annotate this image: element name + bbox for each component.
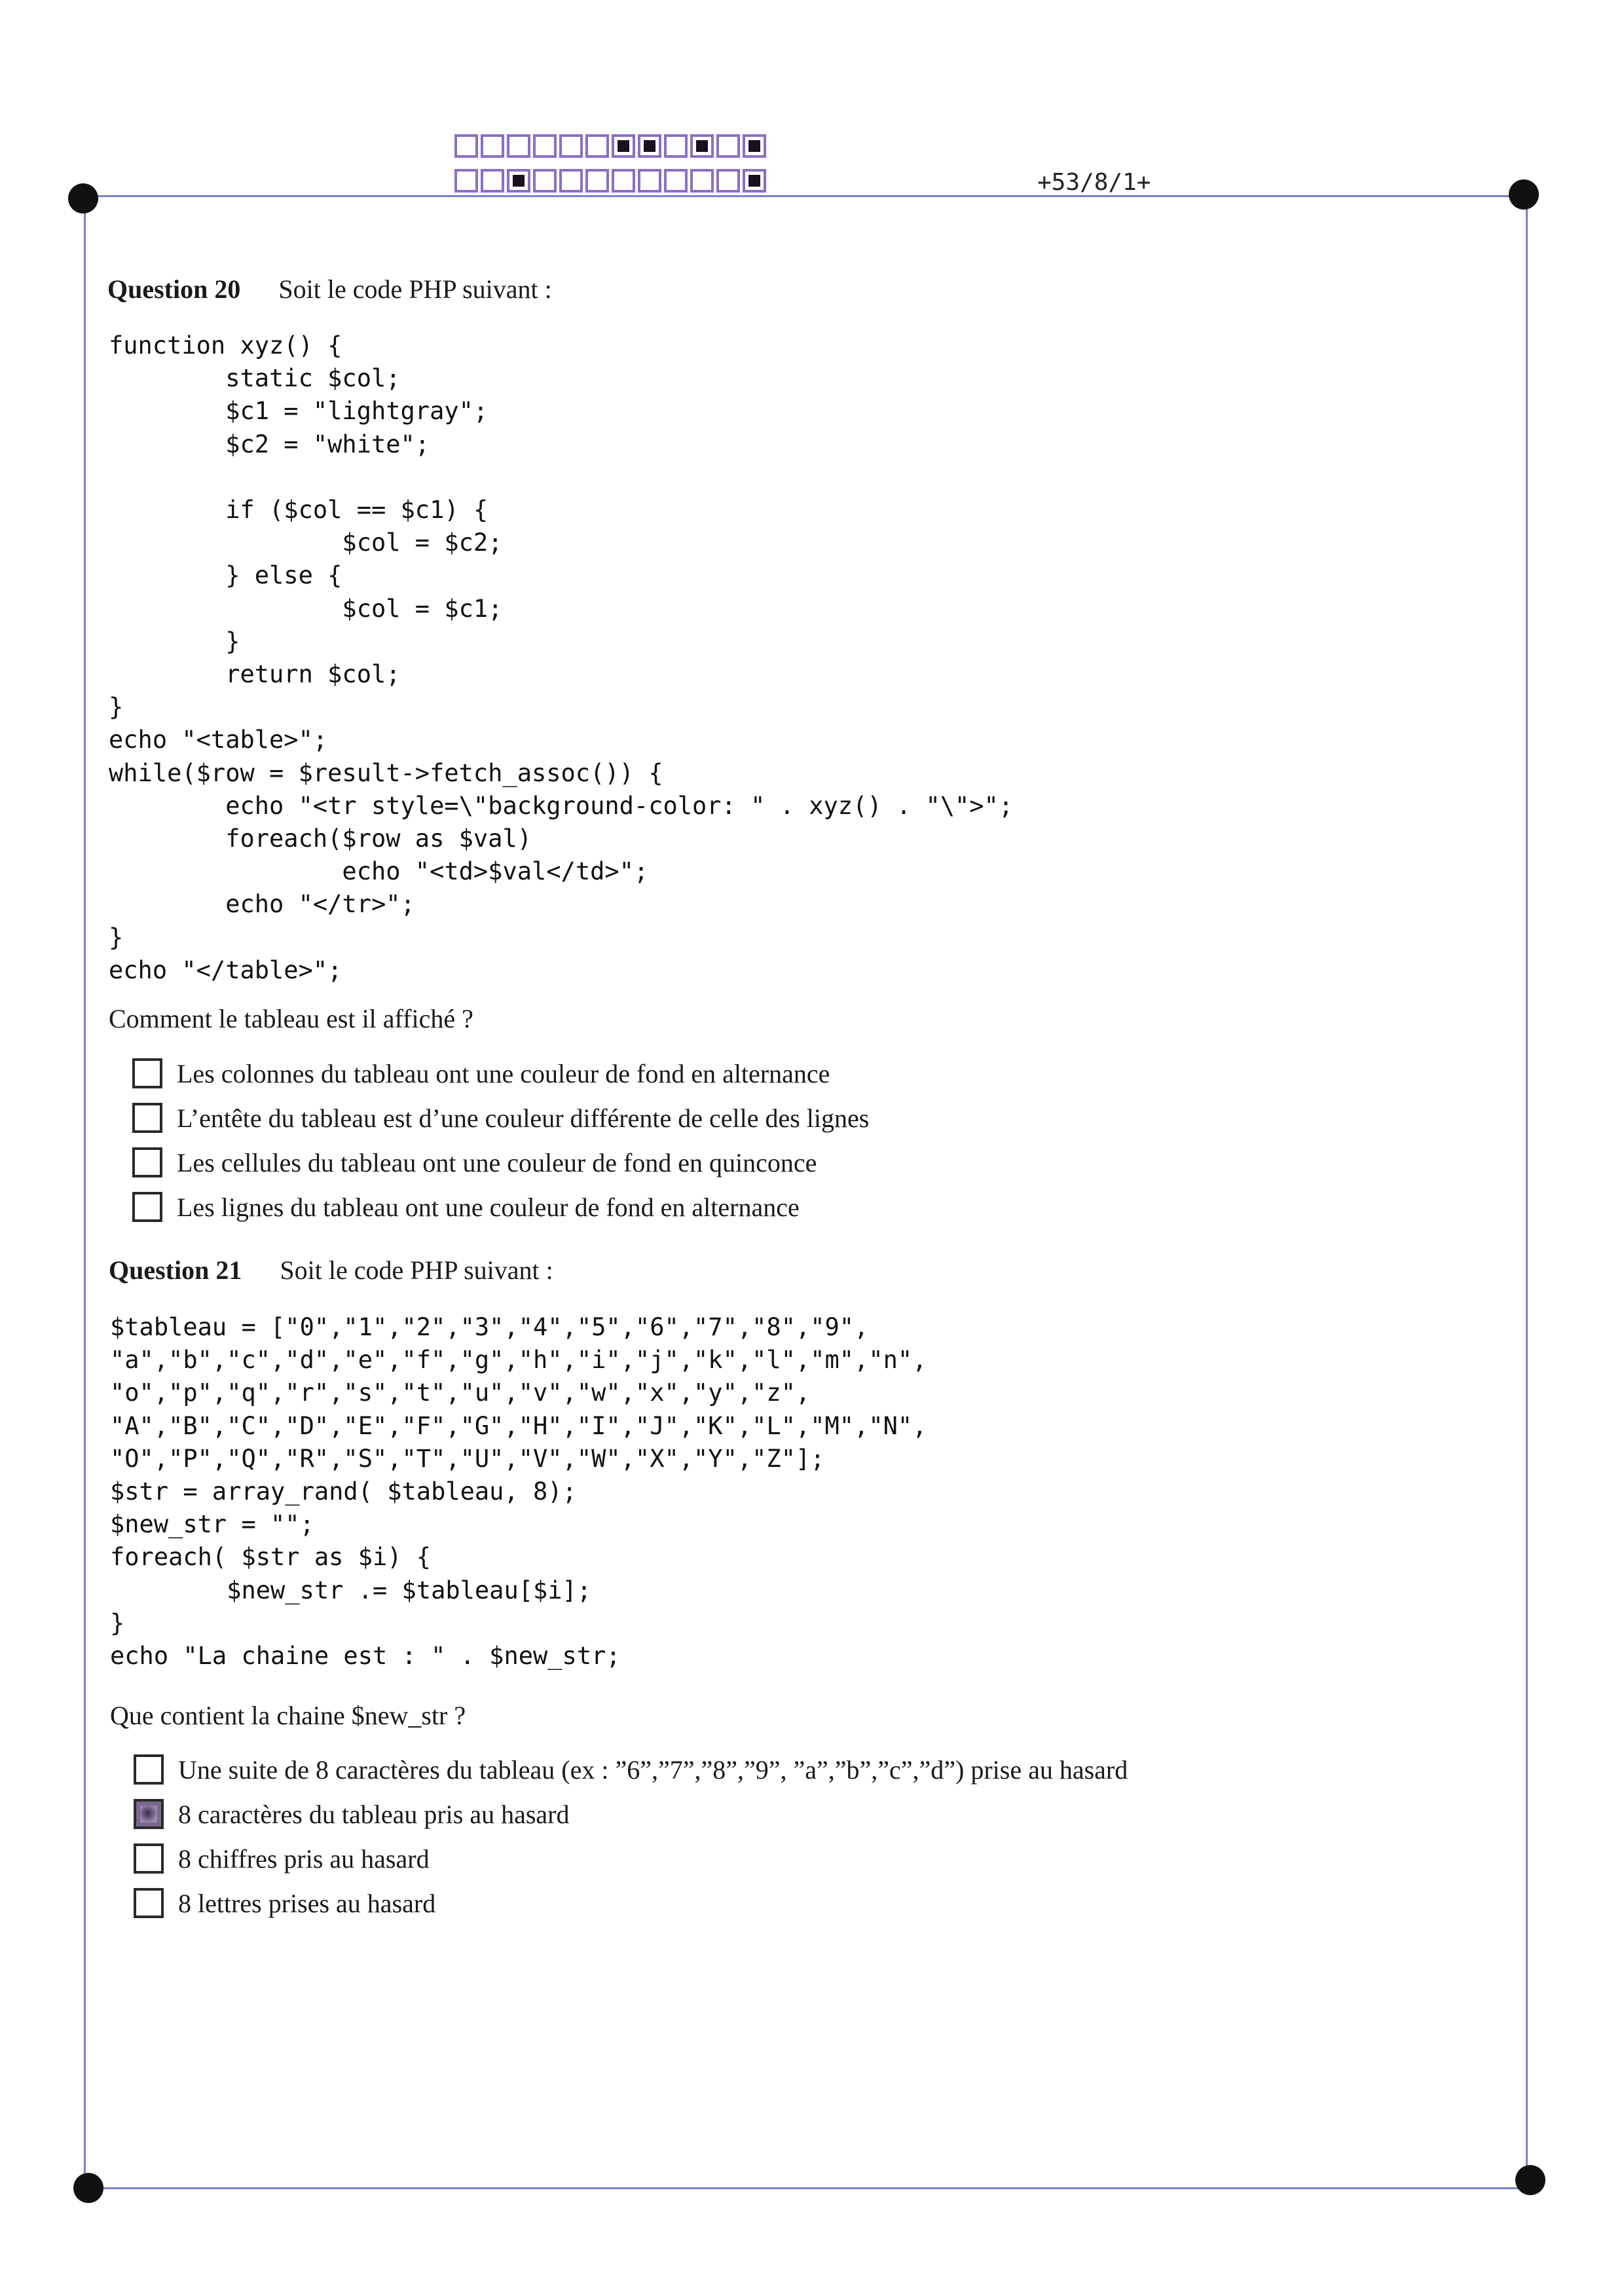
q20-answer-2-label: L’entête du tableau est d’une couleur différente de celle des lignes [177, 1103, 870, 1133]
id-code-cell [716, 134, 740, 158]
id-code-cell [585, 169, 609, 193]
q21-answer-2-checkbox-checked[interactable] [134, 1799, 164, 1829]
q21-answer-4-checkbox[interactable] [134, 1888, 164, 1918]
corner-marker-bottom-right [1515, 2165, 1545, 2195]
q20-answer-1 [132, 1051, 869, 1096]
frame-right [1526, 195, 1528, 2189]
id-code-cell [533, 169, 557, 193]
q21-answer-1-label: Une suite de 8 caractères du tableau (ex : ”6”,”7”,”8”,”9”, ”a”,”b”,”c”,”d”) prise au hasard [178, 1754, 1128, 1785]
id-code-row-1 [454, 134, 769, 158]
q21-answer-3 [134, 1836, 1128, 1881]
q20-answer-3-checkbox[interactable] [132, 1147, 162, 1177]
frame-left [84, 195, 86, 2189]
corner-marker-top-left [68, 183, 98, 213]
q21-answer-1 [134, 1747, 1128, 1792]
corner-marker-bottom-left [73, 2173, 103, 2203]
q21-code: $tableau = ["0","1","2","3","4","5","6","7","8","9", "a","b","c","d","e","f","g","h","i","j","k","l","m","n", "o","p","q","r","s","t","u","v","w","x","y","z", "A","B","C","D","E","F","G","H","I","J","K","L","M","N", "O","P","Q","R","S","T","U","V","W","X","Y","Z"]; $str = array_rand( $tableau, 8); $new_str = ""; foreach( $str as $i) { $new_str .= $tableau[$i]; } echo "La chaine est : " . $new_str; [110, 1313, 927, 1671]
page-id: +53/8/1+ [1037, 169, 1151, 196]
q21-answer-3-checkbox[interactable] [134, 1843, 164, 1874]
q21-answer-4 [134, 1881, 1128, 1925]
id-code-cell [481, 169, 504, 193]
q21-header [109, 1255, 553, 1286]
id-code-cell [664, 169, 688, 193]
id-code-cell [454, 134, 478, 158]
q20-answer-1-checkbox[interactable] [132, 1058, 162, 1088]
frame-top [84, 195, 1522, 197]
id-code-cell [507, 134, 530, 158]
q20-intro: Soit le code PHP suivant : [278, 274, 552, 304]
id-code-cell [690, 134, 714, 158]
id-code-cell [612, 134, 635, 158]
q20-answer-1-label: Les colonnes du tableau ont une couleur de fond en alternance [177, 1058, 830, 1088]
q20-answer-4 [132, 1185, 869, 1229]
id-code-cell [612, 169, 635, 193]
q21-answer-3-label: 8 chiffres pris au hasard [178, 1843, 430, 1874]
id-code-cell [743, 134, 766, 158]
id-code-cell [638, 134, 661, 158]
frame-bottom [89, 2187, 1536, 2189]
q21-question: Que contient la chaine $new_str ? [110, 1701, 466, 1730]
q21-answer-2-label: 8 caractères du tableau pris au hasard [178, 1799, 570, 1829]
id-code-cell [690, 169, 714, 193]
q21-number: Question 21 [109, 1255, 242, 1285]
id-code-cell [559, 134, 583, 158]
q20-answer-2-checkbox[interactable] [132, 1103, 162, 1133]
q21-answer-2 [134, 1792, 1128, 1836]
id-code-row-2 [454, 169, 769, 193]
q20-answers [132, 1051, 869, 1229]
q21-answers [134, 1747, 1128, 1925]
id-code-cell [507, 169, 530, 193]
id-code-cell [664, 134, 688, 158]
id-code-cell [585, 134, 609, 158]
q21-intro: Soit le code PHP suivant : [280, 1255, 553, 1285]
id-code-cell [716, 169, 740, 193]
q21-answer-1-checkbox[interactable] [134, 1754, 164, 1785]
q20-code: function xyz() { static $col; $c1 = "lightgray"; $c2 = "white"; if ($col == $c1) { $col = $c2; } else { $col = $c1; } return $col; } echo "<table>"; while($row = $result->fetch_assoc()) { echo "<tr style=\"background-color: " . xyz() . "\">"; foreach($row as $val) echo "<td>$val</td>"; echo "</tr>"; } echo "</table>"; [109, 331, 1014, 984]
q20-answer-2 [132, 1096, 869, 1140]
q20-answer-4-label: Les lignes du tableau ont une couleur de fond en alternance [177, 1192, 800, 1222]
id-code-cell [481, 134, 504, 158]
q20-answer-3 [132, 1140, 869, 1185]
q21-answer-4-label: 8 lettres prises au hasard [178, 1888, 436, 1918]
q20-answer-4-checkbox[interactable] [132, 1192, 162, 1222]
q20-number: Question 20 [107, 274, 241, 304]
q20-question: Comment le tableau est il affiché ? [109, 1004, 473, 1033]
id-code-cell [743, 169, 766, 193]
id-code-cell [454, 169, 478, 193]
q20-answer-3-label: Les cellules du tableau ont une couleur de fond en quinconce [177, 1147, 817, 1177]
q20-header [107, 274, 552, 305]
id-code-cell [533, 134, 557, 158]
corner-marker-top-right [1509, 179, 1539, 210]
id-code-cell [638, 169, 661, 193]
id-code-cell [559, 169, 583, 193]
